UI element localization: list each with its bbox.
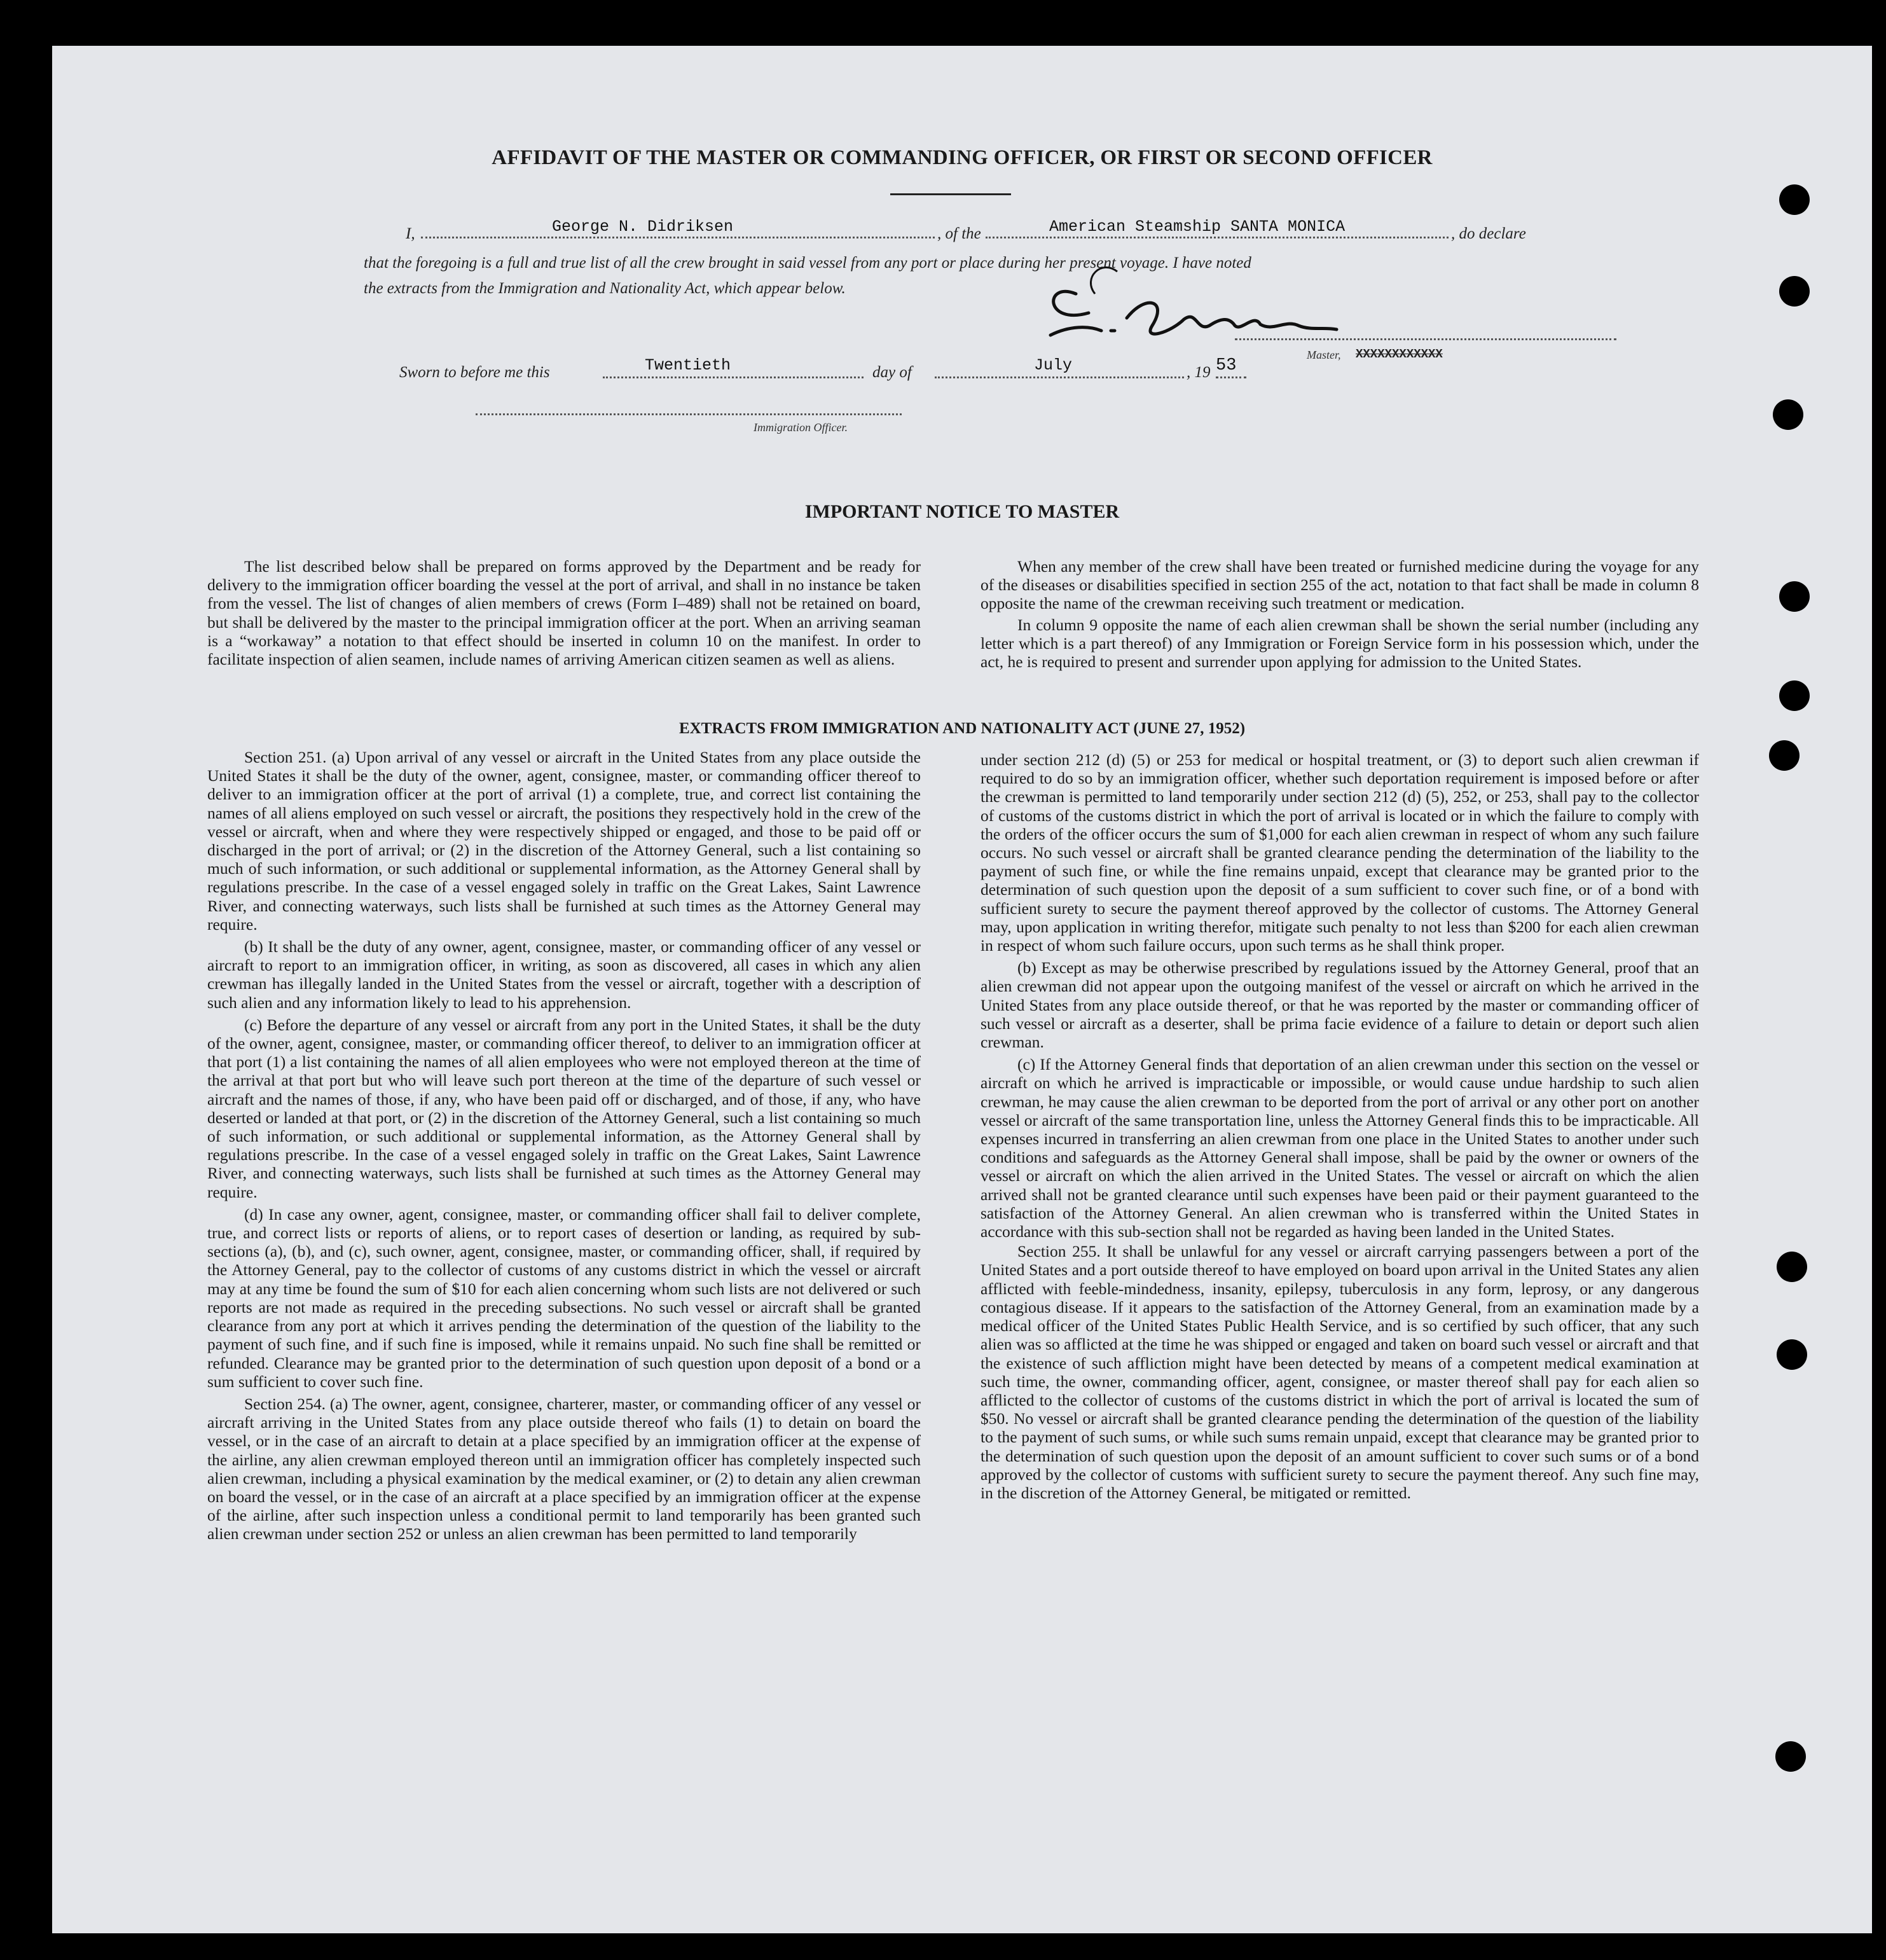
year-field-line [1216,376,1246,378]
name-field-line [421,237,935,238]
notice-left-paragraph: The list described below shall be prepared on forms approved by the Department and be ready for delivery to the immigration officer boarding the vessel at the port of arrival, and shall in no instance be taken from the vessel. The list of changes of alien members of crews (Form I–489) shall not be retained on board, but shall be delivered by the master to the principal immigration officer at the port. When an arriving seaman is a “workaway” a notation to that effect should be inserted in column 10 on the manifest. In order to facilitate inspection of alien seamen, include names of arriving American citizen seamen as well as aliens. [207,557,921,669]
section-254c: (c) If the Attorney General finds that deportation of an alien crewman under this section on the vessel or aircraft on which he arrived is impracticable or impossible, or would cause undue hardship to such alien crewman, he may cause the alien crewman to be deported from the port of arrival or any other port on another vessel or aircraft of the same transportation line, unless the Attorney General finds this to be impracticable. All expenses incurred in transferring an alien crewman from one place in the United States to another under such conditions and safeguards as the Attorney General shall impose, shall be paid by the owner or owners of the vessel or aircraft on which the alien arrived in the United States. The vessel or aircraft on which the alien arrived shall not be granted clearance until such expenses have been paid or their payment guaranteed to the satisfaction of the Attorney General. An alien crewman who is transferred within the United States in accordance with this sub-section shall not be regarded as having been landed in the United States. [981,1055,1699,1241]
vessel-field-line [986,237,1449,238]
master-caption: Master, [1307,349,1341,361]
section-255: Section 255. It shall be unlawful for any vessel or aircraft carrying passengers between a port of the United States and a port outside thereof to have employed on board upon arrival in the United States any alien afflicted with feeble-mindedness, insanity, epilepsy, tuberculosis in any form, leprosy, or any dangerous contagious disease. If it appears to the satisfaction of the Attorney General, from an examination made by a medical officer of the United States Public Health Service, and is so certified by such officer, that any such alien was so afflicted at the time he was shipped or engaged and taken on board such vessel or aircraft and that the existence of such affliction might have been detected by means of a competent medical examination at such time, the owner, commanding officer, agent, consignee, or master thereof shall pay for each alien so afflicted to the collector of customs of the customs district in which the port of arrival is located the sum of $50. No vessel or aircraft shall be granted clearance pending the determination of the question of the liability to the payment of such sums, or while such sums remain unpaid, except that clearance may be granted prior to the determination of such question upon the deposit of an amount sufficient to cover such sums or of a bond approved by the collector of customs with sufficient surety to secure the payment thereof. Any such fine may, in the discretion of the Attorney General, be mitigated or remitted. [981,1242,1699,1502]
binder-hole [1775,1741,1806,1772]
binder-hole [1779,680,1810,711]
declaration-prefix: I, [406,225,415,242]
notice-right-paragraph-2: In column 9 opposite the name of each alien crewman shall be shown the serial number (including any letter which is a part thereof) of any Immigration or Foreign Service form in his possession which, under the act, he is required to present and surrender upon applying for admission to the United States. [981,615,1699,672]
binder-hole [1779,276,1810,307]
notice-title: IMPORTANT NOTICE TO MASTER [804,501,1120,522]
notice-left-column [207,557,921,668]
do-declare-label: , do declare [1451,225,1526,242]
section-251d: (d) In case any owner, agent, consignee, master, or commanding officer shall fail to deliver complete, true, and correct lists or reports of aliens, or to report cases of desertion or landing, as required by sub-sections (a), (b), and (c), such owner, agent, consignee, master, or commanding officer, shall, if required by the Attorney General, pay to the collector of customs of any customs district in which the vessel or aircraft may at any time be found the sum of $10 for each alien concerning whom such lists are not delivered or such reports are not made as required in the preceding subsections. No such vessel or aircraft shall be granted clearance from any port at which it arrives pending the determination of the question of the liability to the payment of such fine, and if such fine is imposed, while it remains unpaid. No such fine shall be remitted or refunded. Clearance may be granted prior to the determination of such question upon deposit of a bond or a sum sufficient to cover such fine. [207,1204,921,1391]
sworn-prefix: Sworn to before me this [399,364,550,381]
section-251a: Section 251. (a) Upon arrival of any vessel or aircraft in the United States from any place outside the United States it shall be the duty of the owner, agent, consignee, master, or commanding officer thereof to deliver to an immigration officer at the port of arrival (1) a complete, true, and correct list containing the names of all aliens employed on such vessel or aircraft, the positions they respectively hold in the crew of the vessel or aircraft, when and where they were respectively shipped or engaged, and those to be paid off or discharged in the port of arrival; or (2) in the discretion of the Attorney General, such a list containing so much of such information, or such additional or supplemental information, as the Attorney General shall by regulations prescribe. In the case of a vessel engaged solely in traffic on the Great Lakes, Saint Lawrence River, and connecting waterways, such lists shall be furnished at such times as the Attorney General may require. [207,748,921,934]
section-251c: (c) Before the departure of any vessel or aircraft from any port in the United States, it shall be the duty of the owner, agent, consignee, master, or commanding officer thereof, to deliver to an immigration officer at that port (1) a list containing the names of all alien employees who were not employed thereon at the time of the arrival at that port but who will leave such port thereon at the time of the departure of such vessel or aircraft and the names of those, if any, who have been paid off or discharged, and of those, if any, who have deserted or landed at that port, or (2) in the discretion of the Attorney General, such a list containing so much of such information, or such additional or supplemental information, as the Attorney General shall by regulations prescribe. In the case of a vessel engaged solely in traffic on the Great Lakes, Saint Lawrence River, and connecting waterways, such lists shall be furnished at such times as the Attorney General may require. [207,1015,921,1201]
struck-text: XXXXXXXXXXXX [1356,347,1443,361]
section-254b: (b) Except as may be otherwise prescribed by regulations issued by the Attorney General, proof that an alien crewman did not appear upon the outgoing manifest of the vessel or aircraft on which he arrived in the United States from any place outside thereof, or that he was reported by the master or commanding officer of such vessel or aircraft as a deserter, shall be prima facie evidence of a failure to detain or deport such alien crewman. [981,958,1699,1052]
of-the-label: , of the [937,225,981,242]
day-of-label: day of [872,364,912,381]
master-signature [1006,256,1362,351]
extracts-left-column [207,748,921,1543]
section-254a: Section 254. (a) The owner, agent, consignee, charterer, master, or commanding officer of any vessel or aircraft arriving in the United States from any place outside thereof who fails (1) to detain on board the vessel, or in the case of an aircraft to detain at a place specified by an immigration officer at the expense of the airline, any alien crewman employed thereon until an immigration officer has completely inspected such alien crewman, including a physical examination by the medical examiner, or (2) to detain any alien crewman on board the vessel, or in the case of an aircraft at a place specified by an immigration officer at the expense of the airline, after such inspection unless a conditional permit to land temporarily has been granted such alien crewman under section 252 or unless an alien crewman has been permitted to land temporarily [207,1394,921,1543]
binder-hole [1779,581,1810,612]
day-field-line [603,376,864,378]
declaration-line-2: that the foregoing is a full and true list of all the crew brought in said vessel from any port or place during her present voyage. I have noted [364,254,1251,272]
sworn-year[interactable]: 53 [1216,356,1237,375]
binder-hole [1773,399,1803,430]
master-signature-line [1235,338,1616,340]
declaration-line-3: the extracts from the Immigration and Nationality Act, which appear below. [364,280,846,297]
sworn-month[interactable]: July [1034,356,1073,375]
binder-hole [1777,1339,1807,1370]
extracts-title: EXTRACTS FROM IMMIGRATION AND NATIONALITY ACT (JUNE 27, 1952) [678,720,1246,737]
notice-right-column [981,557,1699,671]
document-sheet [52,46,1872,1933]
binder-hole [1779,184,1810,215]
notice-right-paragraph-1: When any member of the crew shall have been treated or furnished medicine during the voyage for any of the diseases or disabilities specified in section 255 of the act, notation to that fact shall be made in column 8 opposite the name of the crewman receiving such treatment or medication. [981,557,1699,613]
section-254a-continuation: under section 212 (d) (5) or 253 for medical or hospital treatment, or (3) to deport such alien crewman if required to do so by an immigration officer, whether such deportation requirement is imposed before or after the crewman is permitted to land temporarily under section 212 (d) (5), 252, or 253, shall pay to the collector of customs of the customs district in which the port of arrival is located or in which the failure to comply with the orders of the officer occurs the sum of $1,000 for each alien crewman in respect of whom any such failure occurs. No such vessel or aircraft shall be granted clearance pending the determination of the liability to the payment of such fine, or while the fine remains unpaid, except that clearance may be granted prior to the determination of such question upon the deposit of a sum sufficient to cover such fine, or of a bond with sufficient surety to secure the payment thereof approved by the collector of customs. The Attorney General may, upon application in writing therefor, mitigate such penalty to not less than $200 for each alien crewman in respect of whom such failure occurs, upon such terms as he shall think proper. [981,750,1699,955]
binder-hole [1777,1252,1807,1282]
vessel-name[interactable]: American Steamship SANTA MONICA [1049,217,1346,236]
year-prefix: , 19 [1187,364,1211,381]
declarant-name[interactable]: George N. Didriksen [552,217,734,236]
sworn-day[interactable]: Twentieth [645,356,731,375]
section-251b: (b) It shall be the duty of any owner, agent, consignee, master, or commanding officer of any vessel or aircraft to report to an immigration officer, in writing, as soon as discovered, all cases in which any alien crewman has illegally landed in the United States from the vessel or aircraft, together with a description of such alien and any information likely to lead to his apprehension. [207,937,921,1012]
officer-caption: Immigration Officer. [754,421,848,434]
officer-signature-line [476,413,902,415]
binder-hole [1769,740,1800,771]
month-field-line [935,376,1184,378]
extracts-right-column [981,750,1699,1502]
affidavit-title: AFFIDAVIT OF THE MASTER OR COMMANDING OFFICER, OR FIRST OR SECOND OFFICER [492,146,1433,169]
title-divider [890,193,1011,195]
